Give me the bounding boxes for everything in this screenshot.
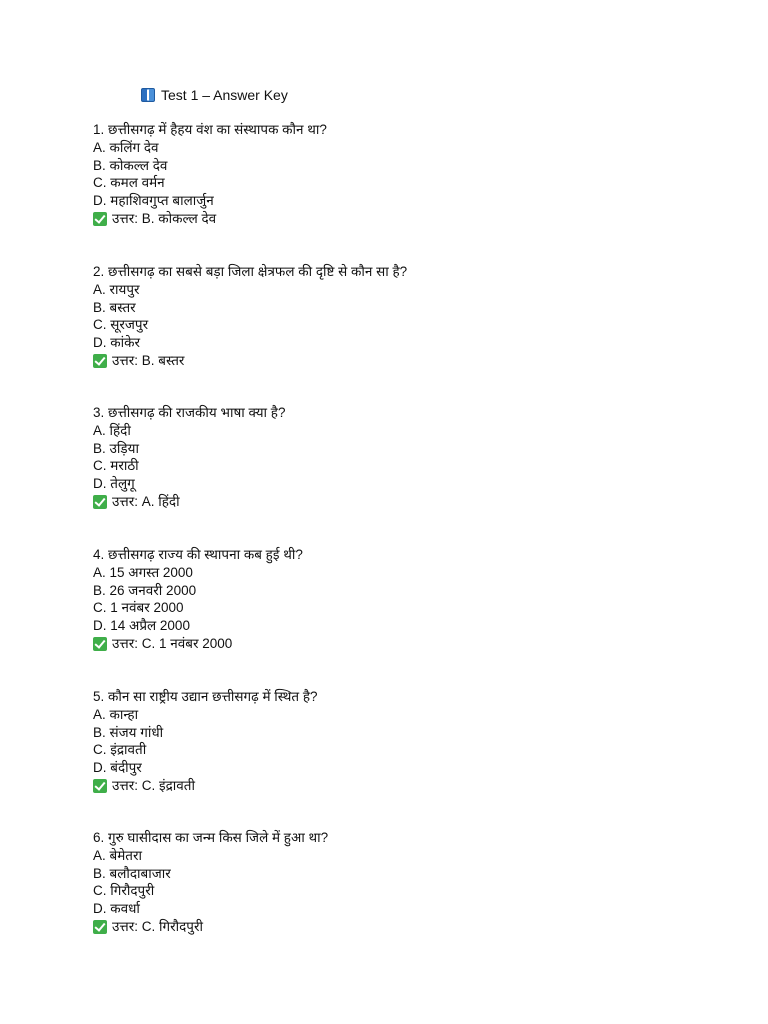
option-c: C. इंद्रावती bbox=[93, 742, 147, 758]
answer-line bbox=[93, 918, 328, 936]
question-block bbox=[93, 829, 328, 936]
page-title-text: Test 1 – Answer Key bbox=[161, 87, 288, 103]
check-mark-icon bbox=[93, 920, 107, 934]
check-mark-icon bbox=[93, 495, 107, 509]
option-d: D. कांकेर bbox=[93, 335, 141, 351]
option-b: B. कोकल्ल देव bbox=[93, 157, 168, 173]
option-d: D. 14 अप्रैल 2000 bbox=[93, 618, 190, 634]
answer-line bbox=[93, 210, 327, 228]
answer-text: उत्तर: C. इंद्रावती bbox=[112, 777, 195, 793]
option-b: B. उड़िया bbox=[93, 440, 139, 456]
question-text: 1. छत्तीसगढ़ में हैहय वंश का संस्थापक कौन था? bbox=[93, 122, 327, 137]
question-text: 3. छत्तीसगढ़ की राजकीय भाषा क्या है? bbox=[93, 405, 286, 420]
option-b: B. 26 जनवरी 2000 bbox=[93, 582, 197, 598]
check-mark-icon bbox=[93, 637, 107, 651]
check-mark-icon bbox=[93, 779, 107, 793]
option-a: A. 15 अगस्त 2000 bbox=[93, 564, 193, 580]
option-c: C. कमल वर्मन bbox=[93, 175, 165, 191]
answer-text: उत्तर: B. बस्तर bbox=[112, 352, 185, 368]
option-a: A. कान्हा bbox=[93, 706, 139, 722]
option-a: A. हिंदी bbox=[93, 422, 131, 438]
answer-text: उत्तर: C. गिरौदपुरी bbox=[112, 918, 203, 934]
answer-line bbox=[93, 352, 407, 370]
question-text: 6. गुरु घासीदास का जन्म किस जिले में हुआ था? bbox=[93, 830, 329, 845]
check-mark-icon bbox=[93, 354, 107, 368]
option-d: D. महाशिवगुप्त बालार्जुन bbox=[93, 193, 214, 209]
question-block bbox=[93, 121, 327, 228]
blue-book-icon bbox=[141, 88, 155, 102]
question-text: 5. कौन सा राष्ट्रीय उद्यान छत्तीसगढ़ में स्थित है? bbox=[93, 689, 318, 704]
answer-text: उत्तर: A. हिंदी bbox=[112, 493, 180, 509]
option-b: B. बलौदाबाजार bbox=[93, 865, 171, 881]
answer-line bbox=[93, 493, 286, 511]
option-c: C. 1 नवंबर 2000 bbox=[93, 600, 184, 616]
question-block bbox=[93, 404, 286, 511]
option-b: B. बस्तर bbox=[93, 299, 136, 315]
answer-line bbox=[93, 777, 318, 795]
question-text: 4. छत्तीसगढ़ राज्य की स्थापना कब हुई थी? bbox=[93, 547, 303, 562]
question-block bbox=[93, 263, 407, 370]
question-block bbox=[93, 688, 318, 795]
option-a: A. कलिंग देव bbox=[93, 139, 159, 155]
option-c: C. सूरजपुर bbox=[93, 317, 149, 333]
question-text: 2. छत्तीसगढ़ का सबसे बड़ा जिला क्षेत्रफल की दृष्टि से कौन सा है? bbox=[93, 264, 408, 279]
answer-text: उत्तर: C. 1 नवंबर 2000 bbox=[112, 635, 233, 651]
option-c: C. मराठी bbox=[93, 458, 139, 474]
option-d: D. तेलुगू bbox=[93, 476, 135, 492]
option-c: C. गिरौदपुरी bbox=[93, 883, 155, 899]
option-b: B. संजय गांधी bbox=[93, 724, 164, 740]
option-d: D. बंदीपुर bbox=[93, 760, 142, 776]
answer-text: उत्तर: B. कोकल्ल देव bbox=[112, 210, 217, 226]
option-a: A. बेमेतरा bbox=[93, 847, 143, 863]
answer-line bbox=[93, 635, 303, 653]
option-d: D. कवर्धा bbox=[93, 901, 140, 917]
option-a: A. रायपुर bbox=[93, 281, 140, 297]
page-title bbox=[141, 86, 288, 104]
question-block bbox=[93, 546, 303, 653]
check-mark-icon bbox=[93, 212, 107, 226]
